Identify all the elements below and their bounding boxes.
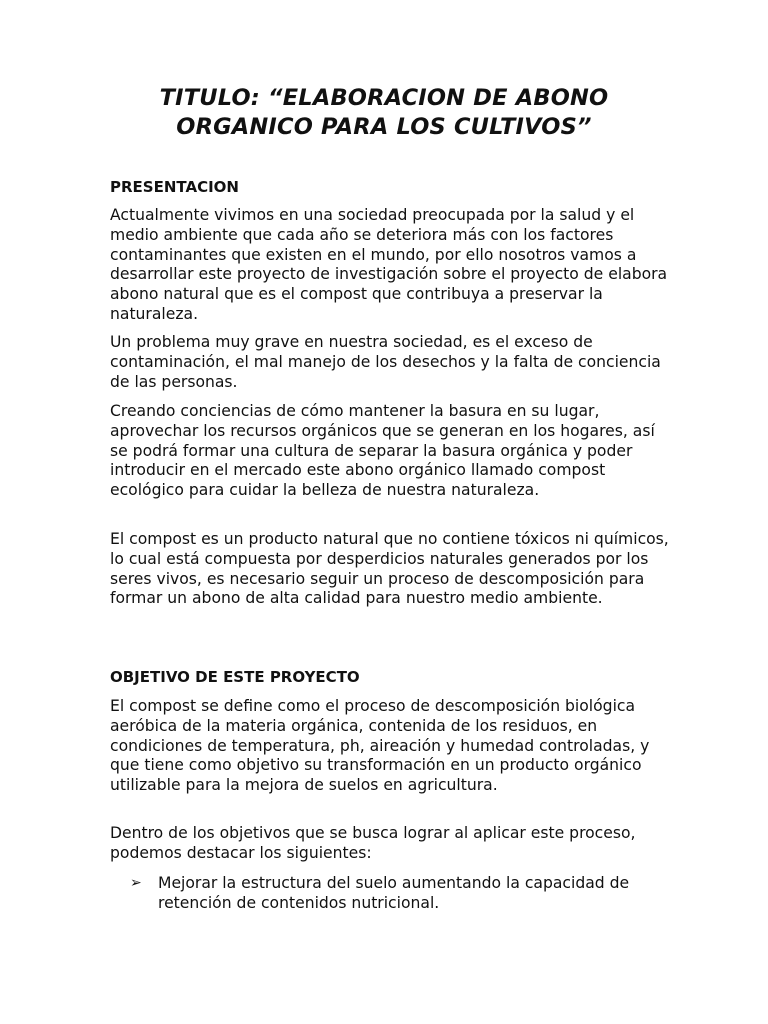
paragraph: Actualmente vivimos en una sociedad preocupada por la salud y el medio ambiente que cada año se deteriora más con los factores contaminantes que existen en el mundo, por ello nosotros vamos a desarrollar este proyecto de investigación sobre el proyecto de elabora abono natural que es el compost que contribuya a preservar la naturaleza.	[110, 206, 668, 323]
paragraph: Dentro de los objetivos que se busca lograr al aplicar este proceso, podemos destacar los siguientes:	[110, 824, 636, 862]
arrowhead-bullet-icon: ➢	[130, 875, 142, 891]
paragraph: Creando conciencias de cómo mantener la basura en su lugar, aprovechar los recursos orgánicos que se generan en los hogares, así se podrá formar una cultura de separar la basura orgánica y poder introducir en el mercado este abono orgánico llamado compost ecológico para cuidar la belleza de nuestra naturaleza.	[110, 402, 655, 500]
section-heading-presentacion: PRESENTACION	[110, 178, 239, 196]
paragraph: Un problema muy grave en nuestra sociedad, es el exceso de contaminación, el mal manejo de los desechos y la falta de conciencia de las personas.	[110, 333, 661, 391]
document-title: TITULO: “ELABORACION DE ABONO ORGANICO PARA LOS CULTIVOS”	[159, 85, 609, 140]
paragraph: El compost se define como el proceso de descomposición biológica aeróbica de la materia orgánica, contenida de los residuos, en condiciones de temperatura, ph, aireación y humedad controladas, y que tiene como objetivo su transformación en un producto orgánico utilizable para la mejora de suelos en agricultura.	[110, 697, 650, 795]
paragraph: El compost es un producto natural que no contiene tóxicos ni químicos, lo cual está compuesta por desperdicios naturales generados por los seres vivos, es necesario seguir un proceso de descomposición para formar un abono de alta calidad para nuestro medio ambiente.	[110, 530, 669, 608]
bullet-text: Mejorar la estructura del suelo aumentando la capacidad de retención de contenidos nutricional.	[158, 874, 630, 912]
section-heading-objetivo: OBJETIVO DE ESTE PROYECTO	[110, 668, 360, 686]
